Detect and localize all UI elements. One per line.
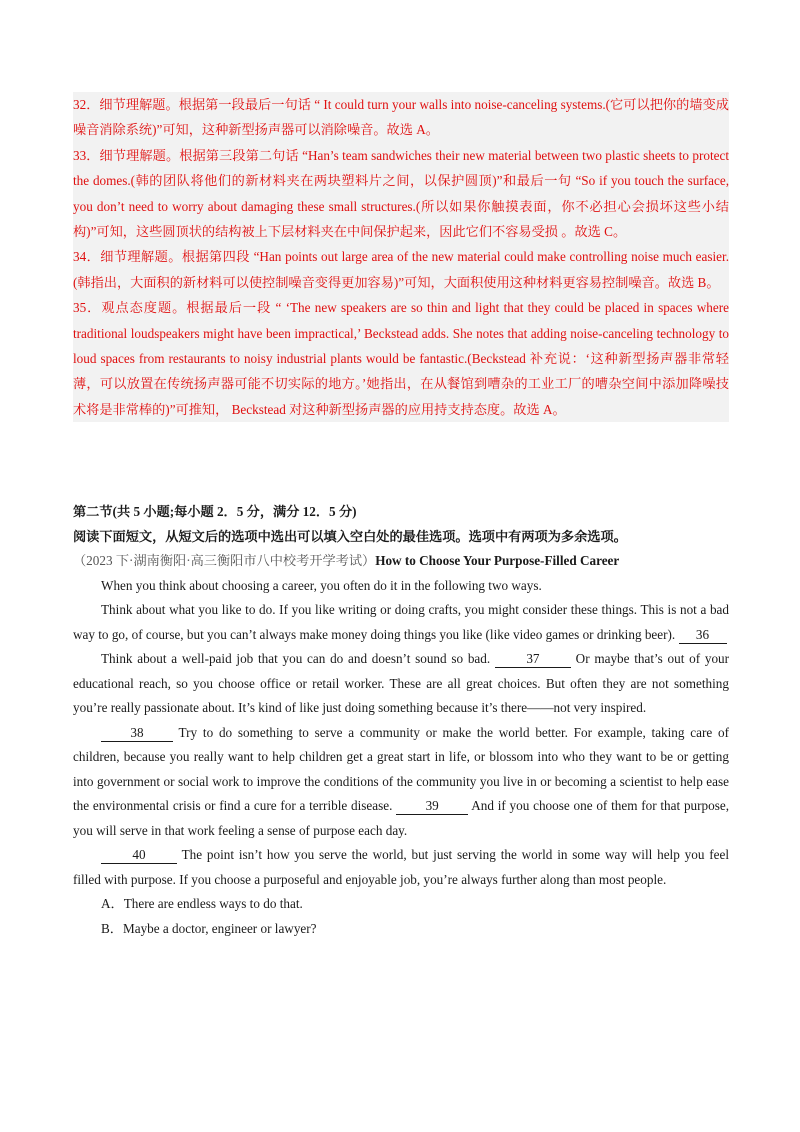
option-b-label: B． bbox=[101, 920, 123, 936]
blank-38[interactable]: 38 bbox=[101, 724, 173, 742]
blank-36[interactable]: 36 bbox=[679, 626, 727, 644]
passage-source bbox=[73, 549, 729, 574]
answer-35: 35．观点态度题。根据最后一段 “ ‘The new speakers are so thin and light that they could be placed in spaces where traditional loudspeakers might have been impractical,’ Beckstead adds. She notes that adding noise-canceling technology to loud spaces from restaurants to noisy industrial plants would be fantastic.(Beckstead 补充说：‘这种新型扬声器非常轻薄，可以放置在传统扬声器可能不切实际的地方。’她指出，在从餐馆到嘈杂的工业工厂的嘈杂空间中添加降噪技术将是非常棒的)”可推知， Beckstead 对这种新型扬声器的应用持支持态度。故选 A。 bbox=[73, 300, 729, 417]
paragraph-5-text: The point isn’t how you serve the world, but just serving the world in some way will help you feel filled with purpose. If you choose a purposeful and enjoyable job, you’re always further along than most people. bbox=[73, 847, 729, 887]
passage-title: How to Choose Your Purpose-Filled Career bbox=[375, 553, 620, 568]
option-a bbox=[73, 892, 729, 917]
paragraph-5 bbox=[73, 843, 729, 892]
option-a-label: A． bbox=[101, 896, 124, 911]
paragraph-3-text-b: Or maybe that’s out of your educational reach, so you choose office or retail worker. These are all great choices. But often they are not something you’re really passionate about. It’s kind of like just doing something because it’s there——not very inspired. bbox=[73, 651, 730, 715]
blank-37[interactable]: 37 bbox=[495, 650, 571, 668]
option-b bbox=[73, 917, 729, 942]
paragraph-4-text-b: And if you choose one of them for that purpose, you will serve in that work feeling a sense of purpose each day. bbox=[73, 798, 729, 838]
paragraph-3-text-a: Think about a well-paid job that you can do and doesn’t sound so bad. bbox=[101, 651, 491, 666]
paragraph-4-text-a: Try to do something to serve a community or make the world better. For example, taking care of children, because you really want to help children get a great start in life, or blossom into who they want to be or getting into government or social work to improve the conditions of the community you live in or becoming a scientist to help ease the environmental crisis or find a cure for a terrible disease. bbox=[73, 724, 729, 813]
blank-39[interactable]: 39 bbox=[396, 797, 468, 815]
paragraph-2 bbox=[73, 598, 729, 647]
section-heading: 第二节(共 5 小题;每小题 2．5 分，满分 12．5 分) bbox=[73, 504, 357, 519]
answer-32: 32．细节理解题。根据第一段最后一句话 “ It could turn your walls into noise-canceling systems.(它可以把你的墙变成噪音消除系统)”可知，这种新型扬声器可以消除噪音。故选 A。 bbox=[73, 97, 729, 138]
source-label: （2023 下·湖南衡阳·高三衡阳市八中校考开学考试） bbox=[73, 553, 376, 568]
paragraph-2-text: Think about what you like to do. If you like writing or doing crafts, you might consider these things. This is not a bad way to go, of course, but you can’t always make money doing things you like (like video games or drinking beer). bbox=[73, 602, 729, 642]
paragraph-3 bbox=[73, 647, 729, 721]
section-instruction: 阅读下面短文，从短文后的选项中选出可以填入空白处的最佳选项。选项中有两项为多余选项。 bbox=[73, 528, 627, 544]
blank-40[interactable]: 40 bbox=[101, 846, 177, 864]
answer-34: 34．细节理解题。根据第四段 “Han points out large area of the new material could make controlling noise much easier.(韩指出，大面积的新材料可以使控制噪音变得更加容易)”可知，大面积使用这种材料更容易控制噪音。故选 B。 bbox=[73, 249, 729, 290]
answer-33: 33．细节理解题。根据第三段第二句话 “Han’s team sandwiches their new material between two plastic sheets to protect the domes.(韩的团队将他们的新材料夹在两块塑料片之间，以保护圆顶)”和最后一句 “So if you touch the surface, you don’t need to worry about damaging these small structures.(所以如果你触摸表面，你不必担心会损坏这些小结构)”可知，这些圆顶状的结构被上下层材料夹在中间保护起来，因此它们不容易受损 。故选 C。 bbox=[73, 147, 729, 240]
option-a-text: There are endless ways to do that. bbox=[123, 896, 303, 911]
answer-explanations bbox=[73, 92, 729, 422]
option-b-text: Maybe a doctor, engineer or lawyer? bbox=[122, 920, 317, 936]
paragraph-4 bbox=[73, 721, 729, 844]
reading-section bbox=[73, 500, 729, 941]
paragraph-1: When you think about choosing a career, you often do it in the following two ways. bbox=[101, 577, 542, 593]
